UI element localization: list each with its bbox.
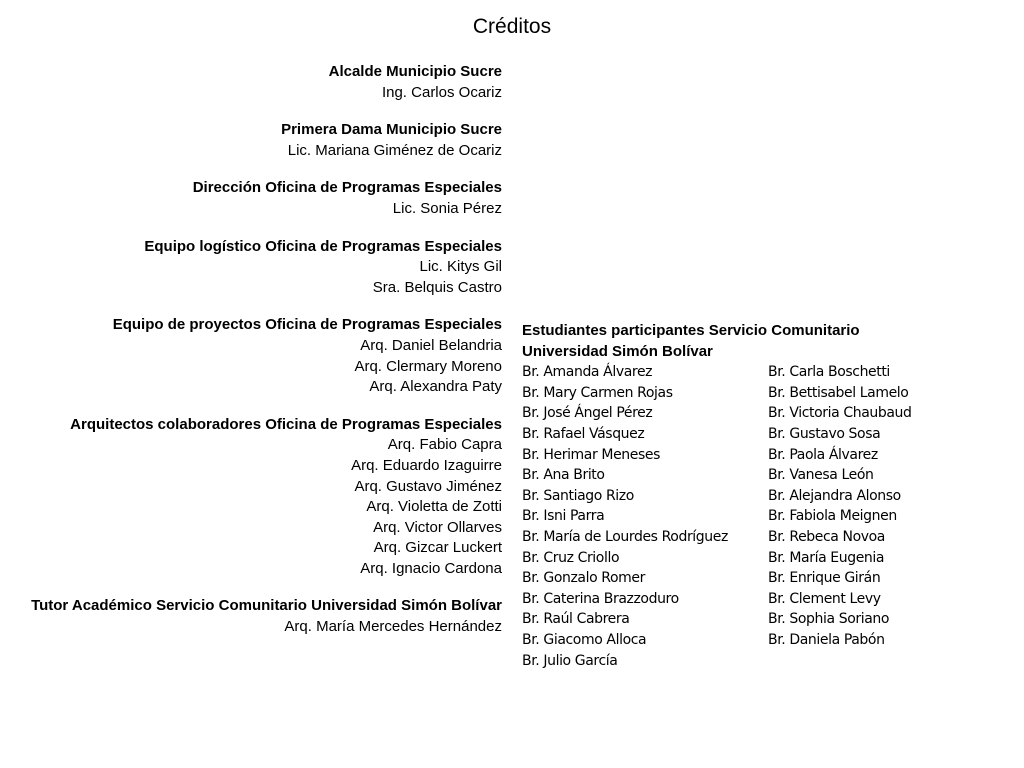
student-name: Br. Fabiola Meignen [768,508,897,525]
student-name: Br. Cruz Criollo [522,549,620,566]
credit-section [0,315,502,397]
student-name: Br. Julio García [522,652,618,669]
student-name: Br. Ana Brito [522,467,605,484]
student-name: Br. Raúl Cabrera [522,611,630,628]
credit-section [0,62,502,103]
students-block [522,321,1002,669]
credit-name: Arq. Victor Ollarves [373,518,502,536]
credit-name: Arq. Gustavo Jiménez [354,477,502,495]
student-name: Br. Sophia Soriano [768,611,890,628]
student-name: Br. María de Lourdes Rodríguez [522,528,728,545]
student-name: Br. Enrique Girán [768,570,881,587]
students-heading: Estudiantes participantes Servicio Comunitario [522,322,860,339]
section-heading: Arquitectos colaboradores Oficina de Programas Especiales [70,415,502,433]
student-name: Br. Gustavo Sosa [768,425,881,442]
credit-section [0,237,502,299]
credit-name: Lic. Kitys Gil [419,258,502,276]
credit-name: Arq. Ignacio Cardona [360,559,502,577]
student-name: Br. Caterina Brazzoduro [522,590,679,607]
student-name: Br. Bettisabel Lamelo [768,384,909,401]
students-heading: Universidad Simón Bolívar [522,342,713,360]
student-name: Br. Rebeca Novoa [768,528,885,545]
student-name: Br. Vanesa León [768,467,874,484]
student-name: Br. Giacomo Alloca [522,631,647,648]
credit-name: Arq. Eduardo Izaguirre [351,456,502,474]
student-name: Br. Mary Carmen Rojas [522,384,673,401]
credit-name: Sra. Belquis Castro [372,278,502,296]
section-heading: Equipo de proyectos Oficina de Programas Especiales [112,316,502,334]
student-name: Br. Herimar Meneses [522,446,660,463]
credit-section [0,120,502,161]
credit-name: Arq. Daniel Belandria [360,336,502,354]
section-heading: Primera Dama Municipio Sucre [281,121,502,139]
section-heading: Equipo logístico Oficina de Programas Especiales [144,237,502,255]
student-name: Br. José Ángel Pérez [522,405,653,422]
section-heading: Alcalde Municipio Sucre [328,63,502,80]
credit-section [0,415,502,580]
student-name: Br. Santiago Rizo [522,487,634,504]
student-name: Br. Isni Parra [522,508,605,525]
credit-name: Arq. Gizcar Luckert [373,539,502,557]
credit-name: Lic. Sonia Pérez [392,199,502,217]
credit-name: Ing. Carlos Ocariz [381,83,502,101]
section-heading: Dirección Oficina de Programas Especiales [192,179,502,197]
page-title: Créditos [472,15,552,38]
student-name: Br. Carla Boschetti [768,364,890,381]
student-name: Br. Victoria Chaubaud [768,405,912,422]
section-heading: Tutor Académico Servicio Comunitario Universidad Simón Bolívar [31,597,502,615]
credit-name: Arq. Violetta de Zotti [366,498,502,516]
student-name: Br. Clement Levy [768,590,881,607]
student-name: Br. Paola Álvarez [768,446,878,463]
credit-section [0,178,502,219]
student-name: Br. María Eugenia [768,549,885,566]
credit-name: Arq. Alexandra Paty [369,378,502,396]
credits-list [0,62,502,655]
students-column-2 [768,362,912,650]
credit-name: Arq. Fabio Capra [387,436,502,454]
student-name: Br. Daniela Pabón [768,631,885,648]
students-column-1 [522,362,728,671]
credit-name: Arq. Clermary Moreno [354,357,502,375]
student-name: Br. Amanda Álvarez [522,364,653,381]
credit-name: Lic. Mariana Giménez de Ocariz [287,141,502,159]
credit-name: Arq. María Mercedes Hernández [284,618,502,636]
credit-section [0,596,502,637]
student-name: Br. Gonzalo Romer [522,570,645,587]
student-name: Br. Alejandra Alonso [768,487,901,504]
student-name: Br. Rafael Vásquez [522,425,645,442]
